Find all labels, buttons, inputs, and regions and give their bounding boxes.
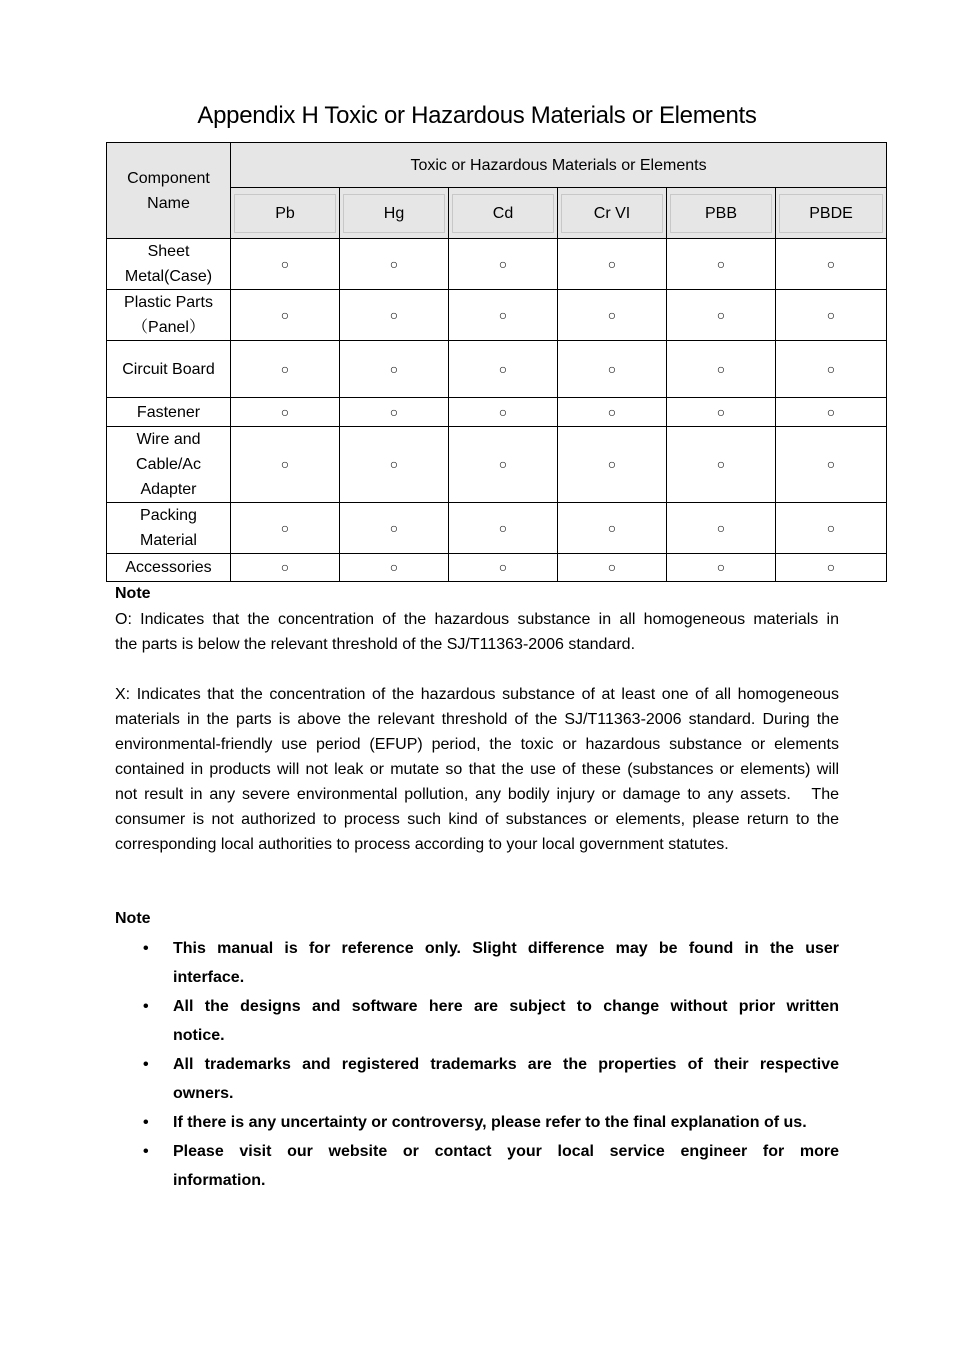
compliance-symbol-cell: ○ bbox=[558, 398, 667, 427]
compliance-symbol-cell: ○ bbox=[667, 427, 776, 503]
page-title: Appendix H Toxic or Hazardous Materials or Elements bbox=[197, 102, 757, 129]
component-name-line: Sheet bbox=[147, 243, 190, 260]
compliance-symbol-cell: ○ bbox=[449, 398, 558, 427]
list-item-line: Please visit our website or contact your local service engineer for more bbox=[173, 1143, 839, 1160]
compliance-symbol-cell: ○ bbox=[449, 341, 558, 398]
table-row bbox=[107, 398, 887, 427]
list-item-line: This manual is for reference only. Slight difference may be found in the user bbox=[173, 940, 839, 957]
compliance-symbol-cell: ○ bbox=[558, 341, 667, 398]
list-item bbox=[115, 1137, 839, 1195]
bullet-icon: • bbox=[143, 1056, 149, 1073]
compliance-symbol-cell: ○ bbox=[558, 554, 667, 582]
column-header-hg: Hg bbox=[340, 188, 449, 239]
compliance-symbol-cell: ○ bbox=[776, 398, 887, 427]
compliance-symbol-cell: ○ bbox=[340, 398, 449, 427]
list-item-line: All trademarks and registered trademarks are the properties of their respective bbox=[173, 1056, 839, 1073]
compliance-symbol-cell: ○ bbox=[340, 503, 449, 554]
component-name-line: Cable/Ac bbox=[136, 456, 201, 473]
compliance-symbol-cell: ○ bbox=[231, 290, 340, 341]
compliance-symbol-cell: ○ bbox=[558, 503, 667, 554]
component-name-line: Material bbox=[140, 532, 197, 549]
compliance-symbol-cell: ○ bbox=[667, 341, 776, 398]
paragraph-line: O: Indicates that the concentration of the hazardous substance in all homogeneous materials in bbox=[115, 611, 839, 628]
compliance-symbol-cell: ○ bbox=[449, 239, 558, 290]
component-name-cell bbox=[107, 239, 231, 290]
note-x-paragraph bbox=[115, 682, 839, 857]
component-name-line: Circuit Board bbox=[122, 360, 215, 378]
compliance-symbol-cell: ○ bbox=[558, 290, 667, 341]
component-name-line: （Panel） bbox=[132, 319, 205, 336]
compliance-symbol-cell: ○ bbox=[667, 554, 776, 582]
component-header-line: Name bbox=[147, 194, 190, 212]
compliance-symbol-cell: ○ bbox=[449, 554, 558, 582]
compliance-symbol-cell: ○ bbox=[449, 427, 558, 503]
component-name-line: Accessories bbox=[125, 559, 212, 576]
paragraph-line: materials in the parts is above the relevant threshold of the SJ/T11363-2006 standard. During the bbox=[115, 711, 839, 728]
disclaimer-list bbox=[115, 934, 839, 1195]
compliance-symbol-cell: ○ bbox=[776, 427, 887, 503]
component-name-line: Packing bbox=[140, 507, 197, 524]
compliance-symbol-cell: ○ bbox=[340, 239, 449, 290]
component-name-line: Metal(Case) bbox=[124, 268, 213, 285]
compliance-symbol-cell: ○ bbox=[558, 239, 667, 290]
component-name-cell bbox=[107, 427, 231, 503]
compliance-symbol-cell: ○ bbox=[340, 341, 449, 398]
list-item-line: All the designs and software here are subject to change without prior written bbox=[173, 998, 839, 1015]
note-label: Note bbox=[115, 585, 151, 602]
paragraph-line: X: Indicates that the concentration of the hazardous substance of at least one of all homogeneous bbox=[115, 686, 839, 703]
table-row bbox=[107, 554, 887, 582]
compliance-symbol-cell: ○ bbox=[340, 290, 449, 341]
component-name-cell bbox=[107, 398, 231, 427]
bullet-icon: • bbox=[143, 1143, 149, 1160]
compliance-symbol-cell: ○ bbox=[667, 503, 776, 554]
list-item bbox=[115, 1108, 839, 1137]
component-name-header bbox=[107, 143, 231, 239]
component-name-cell bbox=[107, 503, 231, 554]
compliance-symbol-cell: ○ bbox=[776, 554, 887, 582]
compliance-symbol-cell: ○ bbox=[449, 290, 558, 341]
paragraph-line: corresponding local authorities to process according to your local government statutes. bbox=[115, 836, 729, 853]
table-row bbox=[107, 503, 887, 554]
paragraph-line: the parts is below the relevant threshold of the SJ/T11363-2006 standard. bbox=[115, 636, 636, 653]
bullet-icon: • bbox=[143, 1114, 149, 1131]
compliance-symbol-cell: ○ bbox=[231, 554, 340, 582]
compliance-symbol-cell: ○ bbox=[340, 427, 449, 503]
note-label-2: Note bbox=[115, 910, 151, 927]
list-item-line: interface. bbox=[173, 969, 245, 986]
paragraph-line: consumer is not authorized to process such kind of substances or elements, please return to the bbox=[115, 811, 839, 828]
table-row bbox=[107, 239, 887, 290]
list-item bbox=[115, 992, 839, 1050]
compliance-symbol-cell: ○ bbox=[340, 554, 449, 582]
column-header-pbb: PBB bbox=[667, 188, 776, 239]
list-item-line: notice. bbox=[173, 1027, 225, 1044]
compliance-symbol-cell: ○ bbox=[667, 290, 776, 341]
component-name-line: Adapter bbox=[140, 481, 197, 498]
compliance-symbol-cell: ○ bbox=[231, 427, 340, 503]
column-header-pbde: PBDE bbox=[776, 188, 887, 239]
column-header-cd: Cd bbox=[449, 188, 558, 239]
bullet-icon: • bbox=[143, 940, 149, 957]
paragraph-line: contained in products will not leak or mutate so that the use of these (substances or elements) will bbox=[115, 761, 839, 778]
component-name-line: Plastic Parts bbox=[124, 294, 213, 311]
component-name-cell bbox=[107, 290, 231, 341]
compliance-symbol-cell: ○ bbox=[231, 341, 340, 398]
materials-group-header: Toxic or Hazardous Materials or Elements bbox=[231, 143, 887, 188]
list-item bbox=[115, 934, 839, 992]
list-item-line: owners. bbox=[173, 1085, 234, 1102]
compliance-symbol-cell: ○ bbox=[776, 503, 887, 554]
table-row bbox=[107, 427, 887, 503]
list-item-line: If there is any uncertainty or controversy, please refer to the final explanation of us. bbox=[173, 1114, 807, 1131]
compliance-symbol-cell: ○ bbox=[231, 239, 340, 290]
compliance-symbol-cell: ○ bbox=[449, 503, 558, 554]
compliance-symbol-cell: ○ bbox=[231, 503, 340, 554]
hazardous-materials-table bbox=[106, 142, 887, 582]
component-name-cell bbox=[107, 554, 231, 582]
component-name-line: Wire and bbox=[136, 431, 201, 448]
compliance-symbol-cell: ○ bbox=[667, 398, 776, 427]
paragraph-line: environmental-friendly use period (EFUP) period, the toxic or hazardous substance or elements bbox=[115, 736, 839, 753]
column-header-pb: Pb bbox=[231, 188, 340, 239]
component-name-line: Fastener bbox=[136, 403, 201, 421]
compliance-symbol-cell: ○ bbox=[231, 398, 340, 427]
column-header-cr-vi: Cr VI bbox=[558, 188, 667, 239]
component-header-line: Component bbox=[127, 169, 210, 187]
compliance-symbol-cell: ○ bbox=[776, 341, 887, 398]
bullet-icon: • bbox=[143, 998, 149, 1015]
table-row bbox=[107, 290, 887, 341]
table-row bbox=[107, 341, 887, 398]
compliance-symbol-cell: ○ bbox=[776, 290, 887, 341]
compliance-symbol-cell: ○ bbox=[558, 427, 667, 503]
note-o-paragraph bbox=[115, 607, 839, 657]
paragraph-line: not result in any severe environmental pollution, any bodily injury or damage to any assets. The bbox=[115, 786, 839, 803]
compliance-symbol-cell: ○ bbox=[667, 239, 776, 290]
component-name-cell bbox=[107, 341, 231, 398]
list-item-line: information. bbox=[173, 1172, 266, 1189]
list-item bbox=[115, 1050, 839, 1108]
compliance-symbol-cell: ○ bbox=[776, 239, 887, 290]
